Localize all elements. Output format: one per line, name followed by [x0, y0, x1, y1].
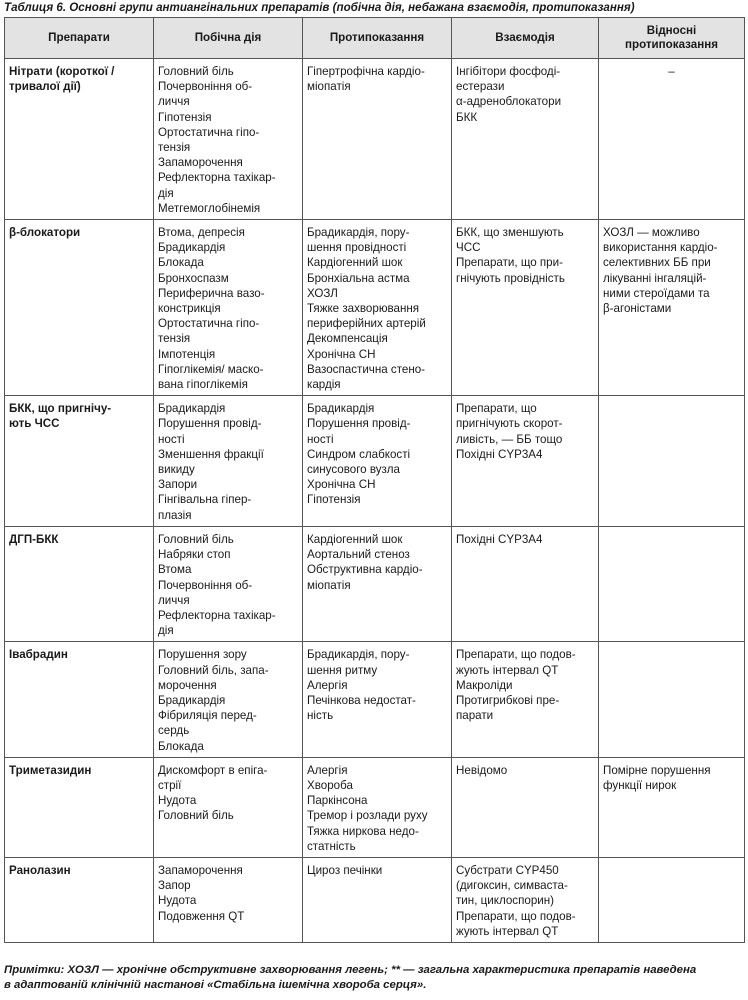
cell-text-line: статність	[307, 839, 356, 853]
cell-text-line: Блокада	[158, 256, 204, 270]
cell-text-line: Брадикардія, пору-	[307, 648, 410, 662]
cell-text-line: тензія	[158, 332, 191, 346]
cell-text-line: викиду	[158, 463, 195, 477]
cell-text-line: Фібриляція перед-	[158, 709, 257, 723]
header-drugs: Препарати	[5, 18, 154, 59]
contraindications-cell	[303, 396, 452, 527]
cell-text-line: α-адреноблокатори	[456, 95, 562, 109]
cell-text-line: ють ЧСС	[9, 417, 60, 431]
cell-text-line: Тремор і розлади руху	[307, 809, 428, 823]
contraindications-cell	[303, 757, 452, 857]
interactions-cell	[452, 526, 599, 641]
contraindications-cell	[303, 526, 452, 641]
cell-text-line: Нітрати (короткої /	[9, 65, 115, 78]
drug-name-cell	[5, 396, 154, 527]
table-caption: Таблиця 6. Основні групи антиангінальних препаратів (побічна дія, небажана взаємодія, протипоказання)	[4, 1, 635, 14]
cell-text-line: Ранолазин	[9, 863, 71, 877]
side-effects-cell	[154, 642, 303, 757]
cell-text-line: Подовження QT	[158, 909, 245, 923]
cell-text-line: Кардіогенний шок	[307, 532, 403, 546]
cell-text-line: Інгібітори фосфоді-	[456, 65, 561, 78]
cell-text-line: Паркінсона	[307, 794, 368, 808]
cell-text-line: Головний біль	[158, 809, 234, 823]
notes-line-2: в адаптованій клінічній настанові «Стабільна ішемічна хвороба серця».	[4, 979, 427, 991]
cell-text-line: жують інтервал QT	[456, 924, 559, 938]
cell-text-line: Запори	[158, 478, 198, 492]
cell-text-line: Препарати, що подов-	[456, 909, 576, 923]
cell-text-line: сердь	[158, 724, 190, 738]
cell-text-line: Похідні CYP3A4	[456, 532, 543, 546]
cell-text-line: Втома	[158, 563, 192, 577]
cell-text-line: Невідомо	[456, 763, 508, 777]
cell-text-line: Головний біль	[158, 532, 234, 546]
cell-text-line: Головний біль, запа-	[158, 663, 269, 677]
side-effects-cell	[154, 59, 303, 220]
cell-text-line: Метгемоглобінемія	[158, 201, 261, 215]
cell-text-line: Триметазидин	[9, 763, 92, 777]
cell-text-line: (дигоксин, симваста-	[456, 879, 568, 893]
cell-text-line: Макроліди	[456, 678, 513, 692]
cell-text-line: периферійних артерій	[307, 317, 426, 331]
cell-text-line: Запаморочення	[158, 156, 243, 170]
cell-text-line: лікуванні інгаляцій-	[603, 271, 707, 285]
cell-text-line: БКК, що зменшують	[456, 226, 564, 240]
cell-text-line: Брадикардія	[158, 693, 226, 707]
cell-text-line: Бронхоспазм	[158, 271, 229, 285]
cell-text-line: констрикція	[158, 302, 221, 316]
cell-text-line: міопатія	[307, 80, 351, 94]
cell-text-line: вана гіпоглікемія	[158, 378, 248, 392]
cell-text-line: естерази	[456, 80, 505, 94]
drug-name-cell	[5, 757, 154, 857]
cell-text-line: Втома, депресія	[158, 226, 245, 240]
cell-text-line: Препарати, що при-	[456, 256, 563, 270]
cell-text-line: Обструктивна кардіо-	[307, 563, 423, 577]
cell-text-line: Субстрати CYP450	[456, 863, 559, 877]
cell-text-line: Почервоніння об-	[158, 578, 253, 592]
cell-text-line: Похідні CYP3A4	[456, 447, 543, 461]
cell-text-line: Печінкова недостат-	[307, 693, 416, 707]
cell-text-line: ДГП-БКК	[9, 532, 59, 546]
cell-text-line: парати	[456, 709, 494, 723]
table-body	[5, 59, 745, 943]
drug-name-cell	[5, 526, 154, 641]
cell-text-line: Кардіогенний шок	[307, 256, 403, 270]
cell-text-line: Алергія	[307, 678, 348, 692]
relative-contraindications-cell	[599, 642, 745, 757]
drug-name-cell	[5, 220, 154, 396]
cell-text-line: морочення	[158, 678, 217, 692]
cell-text-line: Декомпенсація	[307, 332, 388, 346]
cell-text-line: ЧСС	[456, 241, 481, 255]
cell-text-line: шення провідності	[307, 241, 407, 255]
relative-contraindications-cell	[599, 396, 745, 527]
side-effects-cell	[154, 857, 303, 942]
cell-text-line: Ортостатична гіпо-	[158, 125, 260, 139]
relative-contraindications-cell	[599, 757, 745, 857]
table-row	[5, 642, 745, 757]
cell-text-line: Гіпертрофічна кардіо-	[307, 65, 425, 78]
cell-text-line: –	[668, 65, 675, 78]
header-side-effects: Побічна дія	[154, 18, 303, 59]
cell-text-line: Тяжка ниркова недо-	[307, 824, 419, 838]
interactions-cell	[452, 59, 599, 220]
notes-line-1: Примітки: ХОЗЛ — хронічне обструктивне захворювання легень; ** — загальна характеристика препаратів наведена	[4, 964, 697, 976]
drug-name-cell	[5, 59, 154, 220]
cell-text-line: ливість, — ББ тощо	[456, 432, 563, 446]
table-row	[5, 59, 745, 220]
cell-text-line: Брадикардія	[158, 241, 226, 255]
cell-text-line: ними стероїдами та	[603, 286, 710, 300]
header-interactions: Взаємодія	[452, 18, 599, 59]
cell-text-line: БКК	[456, 110, 478, 124]
cell-text-line: Вазоспастична стено-	[307, 362, 426, 376]
cell-text-line: шення ритму	[307, 663, 378, 677]
cell-text-line: Брадикардія	[158, 402, 226, 416]
cell-text-line: Препарати, що подов-	[456, 648, 576, 662]
cell-text-line: Протигрибкові пре-	[456, 693, 560, 707]
cell-text-line: Дискомфорт в епіга-	[158, 763, 268, 777]
cell-text-line: Тяжке захворювання	[307, 302, 420, 316]
relative-contraindications-cell	[599, 220, 745, 396]
cell-text-line: Ортостатична гіпо-	[158, 317, 260, 331]
relative-contraindications-cell	[599, 59, 745, 220]
drug-name-cell	[5, 857, 154, 942]
header-contraindications: Протипоказання	[303, 18, 452, 59]
cell-text-line: β-агоністами	[603, 302, 672, 316]
contraindications-cell	[303, 857, 452, 942]
cell-text-line: Рефлекторна тахікар-	[158, 608, 276, 622]
cell-text-line: Запор	[158, 879, 191, 893]
side-effects-cell	[154, 220, 303, 396]
cell-text-line: Почервоніння об-	[158, 80, 253, 94]
cell-text-line: β-блокатори	[9, 226, 81, 240]
cell-text-line: Гінгівальна гіпер-	[158, 493, 252, 507]
cell-text-line: ності	[307, 432, 334, 446]
table-row	[5, 526, 745, 641]
drug-name-cell	[5, 642, 154, 757]
cell-text-line: кардія	[307, 378, 341, 392]
relative-contraindications-cell	[599, 526, 745, 641]
cell-text-line: міопатія	[307, 578, 351, 592]
cell-text-line: Запаморочення	[158, 863, 243, 877]
interactions-cell	[452, 757, 599, 857]
cell-text-line: Зменшення фракції	[158, 447, 264, 461]
table-row	[5, 757, 745, 857]
cell-text-line: стрії	[158, 778, 182, 792]
cell-text-line: Препарати, що	[456, 402, 537, 416]
interactions-cell	[452, 396, 599, 527]
cell-text-line: Порушення провід-	[307, 417, 411, 431]
header-relative-contraindications	[599, 18, 745, 59]
cell-text-line: Аортальний стеноз	[307, 548, 410, 562]
cell-text-line: Імпотенція	[158, 347, 216, 361]
relative-contraindications-cell	[599, 857, 745, 942]
cell-text-line: функції нирок	[603, 778, 677, 792]
cell-text-line: личчя	[158, 95, 190, 109]
cell-text-line: личчя	[158, 593, 190, 607]
header-relative-line-1: Відносні	[646, 24, 697, 37]
cell-text-line: Гіпоглікемія/ маско-	[158, 362, 264, 376]
side-effects-cell	[154, 526, 303, 641]
cell-text-line: ності	[158, 432, 185, 446]
cell-text-line: селективних ББ при	[603, 256, 711, 270]
antianginal-drugs-table	[4, 17, 745, 943]
cell-text-line: Нудота	[158, 894, 197, 908]
interactions-cell	[452, 642, 599, 757]
contraindications-cell	[303, 59, 452, 220]
cell-text-line: тин, циклоспорин)	[456, 894, 555, 908]
table-notes	[4, 963, 744, 993]
side-effects-cell	[154, 757, 303, 857]
interactions-cell	[452, 857, 599, 942]
cell-text-line: Брадикардія, пору-	[307, 226, 410, 240]
cell-text-line: Алергія	[307, 763, 348, 777]
cell-text-line: тензія	[158, 141, 191, 155]
header-relative-line-2: протипоказання	[625, 38, 718, 51]
cell-text-line: Помірне порушення	[603, 763, 711, 777]
cell-text-line: Цироз печінки	[307, 863, 383, 877]
side-effects-cell	[154, 396, 303, 527]
cell-text-line: ХОЗЛ — можливо	[603, 226, 700, 240]
cell-text-line: Хвороба	[307, 778, 353, 792]
cell-text-line: пригнічують скорот-	[456, 417, 563, 431]
cell-text-line: Порушення зору	[158, 648, 247, 662]
cell-text-line: жують інтервал QT	[456, 663, 559, 677]
contraindications-cell	[303, 220, 452, 396]
cell-text-line: Хронічна СН	[307, 478, 376, 492]
table-row	[5, 396, 745, 527]
cell-text-line: Синдром слабкості	[307, 447, 411, 461]
cell-text-line: дія	[158, 186, 174, 200]
cell-text-line: гнічують провідність	[456, 271, 565, 285]
cell-text-line: Набряки стоп	[158, 548, 231, 562]
cell-text-line: Івабрадин	[9, 648, 68, 662]
contraindications-cell	[303, 642, 452, 757]
cell-text-line: Гіпотензія	[307, 493, 361, 507]
cell-text-line: БКК, що пригнічу-	[9, 402, 112, 416]
table-row	[5, 220, 745, 396]
cell-text-line: Хронічна СН	[307, 347, 376, 361]
cell-text-line: використання кардіо-	[603, 241, 718, 255]
interactions-cell	[452, 220, 599, 396]
cell-text-line: Рефлекторна тахікар-	[158, 171, 276, 185]
cell-text-line: Периферична вазо-	[158, 286, 265, 300]
cell-text-line: ність	[307, 709, 334, 723]
cell-text-line: Бронхіальна астма	[307, 271, 410, 285]
table-row	[5, 857, 745, 942]
cell-text-line: тривалої дії)	[9, 80, 81, 94]
header-row	[5, 18, 745, 59]
cell-text-line: Брадикардія	[307, 402, 375, 416]
cell-text-line: ХОЗЛ	[307, 286, 338, 300]
cell-text-line: синусового вузла	[307, 463, 400, 477]
cell-text-line: Порушення провід-	[158, 417, 262, 431]
cell-text-line: Блокада	[158, 739, 204, 753]
cell-text-line: дія	[158, 624, 174, 638]
cell-text-line: Гіпотензія	[158, 110, 212, 124]
cell-text-line: Головний біль	[158, 65, 234, 78]
cell-text-line: Нудота	[158, 794, 197, 808]
cell-text-line: плазія	[158, 508, 192, 522]
